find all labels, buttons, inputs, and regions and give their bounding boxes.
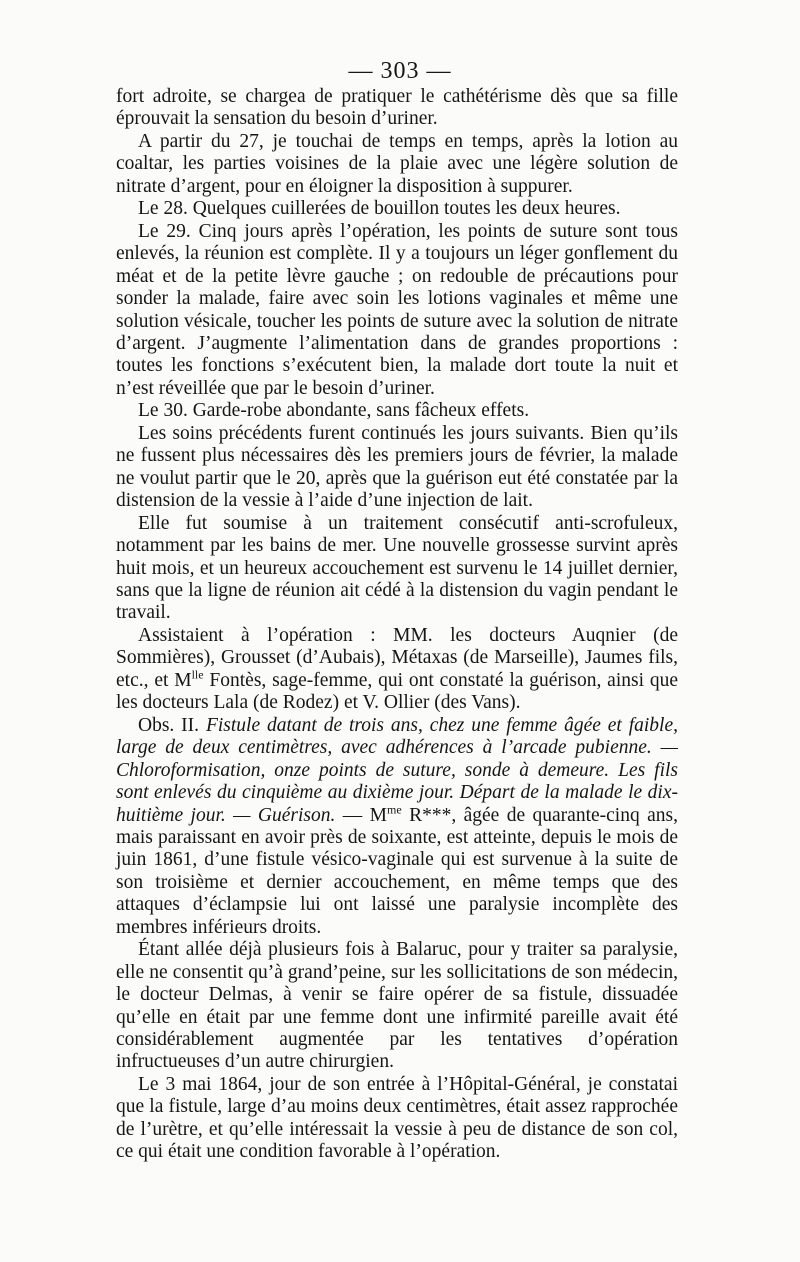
paragraph: A partir du 27, je touchai de temps en temps, après la lotion au coaltar, les parties voisines de la plaie avec une légère solution de nitrate d’argent, pour en éloigner la disposition à suppurer. [116,130,678,197]
paragraph: Le 29. Cinq jours après l’opération, les points de suture sont tous enlevés, la réunion est complète. Il y a toujours un léger gonflement du méat et de la petite lèvre gauche ; on redouble de précautions pour sonder la malade, faire avec soin les lotions vaginales et même une solution vésicale, toucher les points de suture avec la solution de nitrate d’argent. J’augmente l’alimentation dans de grandes proportions : toutes les fonctions s’exécutent bien, la malade dort toute la nuit et n’est réveillée que par le besoin d’uriner. [116,220,678,399]
assistants-text-end: Fontès, sage-femme, qui ont constaté la guérison, ainsi que les docteurs Lala (de Rodez) et V. Ollier (des Vans). [116,669,678,714]
page-number: — 303 — [348,58,452,84]
paragraph: Étant allée déjà plusieurs fois à Balaruc, pour y traiter sa paralysie, elle ne consentit qu’à grand’peine, sur les sollicitations de son médecin, le docteur Delmas, à venir se faire opérer de sa fistule, dissuadée qu’elle en était par une femme dont une infirmité pareille avait été considérablement augmentée par les tentatives d’opération infructueuses d’un autre chirurgien. [116,939,678,1073]
paragraph: Le 30. Garde-robe abondante, sans fâcheux effets. [138,400,530,422]
text-body [116,86,678,1164]
paragraph: Le 28. Quelques cuillerées de bouillon toutes les deux heures. [138,198,621,220]
title-superscript: me [387,802,402,816]
assistants-text: Assistaient à l’opération : MM. les docteurs Auqnier (de Sommières), Grousset (d’Aubais), Métaxas (de Marseille), Jaumes fils, etc., et M [116,624,678,691]
observation-label: Obs. II. [138,714,200,736]
paragraph: Elle fut soumise à un traitement consécutif anti-scrofuleux, notamment par les bains de mer. Une nouvelle grossesse survint après huit mois, et un heureux accouchement est survenu le 14 juillet dernier, sans que la ligne de réunion ait cédé à la distension du vagin pendant le travail. [116,512,678,624]
patient-description: R***, âgée de quarante-cinq ans, mais paraissant en avoir près de soixante, est atteinte, depuis le mois de juin 1861, d’une fistule vésico-vaginale qui est survenue à la suite de son troisième et dernier accouchement, en même temps que des attaques d’éclampsie lui ont laissé une paralysie incomplète des membres inférieurs droits. [116,804,678,938]
title-superscript: lle [191,667,204,682]
observation-summary: Fistule datant de trois ans, chez une femme âgée et faible, large de deux centimètres, avec adhérences à l’arcade pubienne. — Chloroformisation, onze points de suture, sonde à demeure. Les fils sont enlevés du cinquième au dixième jour. Départ de la malade le dix-huitième jour. — Guérison. [116,714,679,826]
assistants-paragraph [116,625,678,715]
patient-prefix: — M [335,804,387,826]
paragraph: Le 3 mai 1864, jour de son entrée à l’Hôpital-Général, je constatai que la fistule, large d’au moins deux centimètres, était assez rapprochée de l’urètre, et qu’elle intéressait la vessie à peu de distance de son col, ce qui était une condition favorable à l’opération. [116,1073,678,1163]
observation-paragraph [116,715,678,940]
paragraph: fort adroite, se chargea de pratiquer le cathétérisme dès que sa fille éprouvait la sensation du besoin d’uriner. [116,86,678,130]
paragraph: Les soins précédents furent continués les jours suivants. Bien qu’ils ne fussent plus nécessaires dès les premiers jours de février, la malade ne voulut partir que le 20, après que la guérison eut été constatée par la distension de la vessie à l’aide d’une injection de lait. [116,422,678,512]
